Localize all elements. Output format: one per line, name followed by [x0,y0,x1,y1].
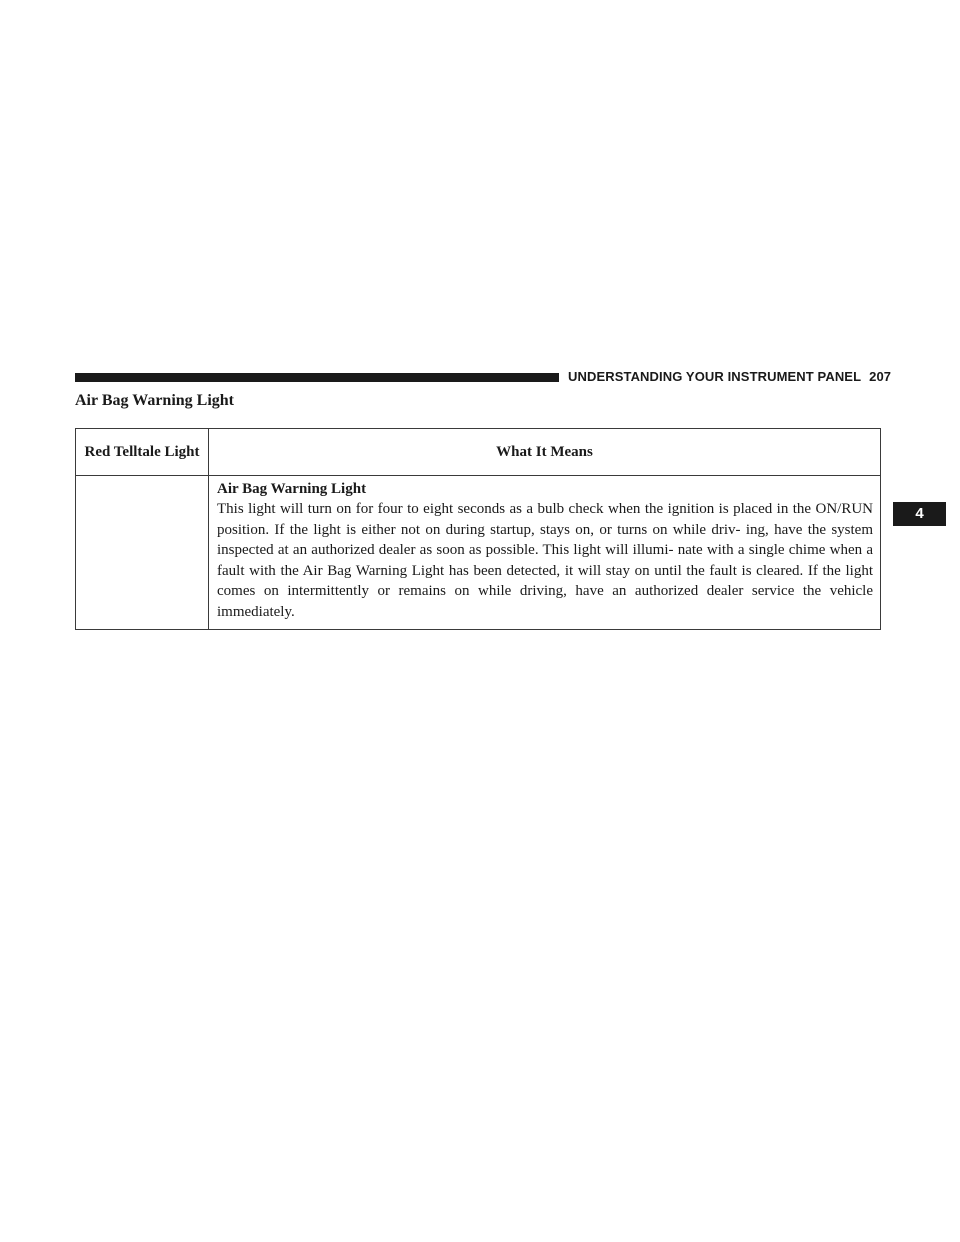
column-header-meaning: What It Means [209,429,881,476]
row-description: This light will turn on for four to eight seconds as a bulb check when the ignition is placed in the ON/RUN position. If the light is either not on during startup, stays on, or turns on while driv- ing, have the system inspected at an authorized dealer as soon as possible. This light will illumi- nate with a single chime when a fault with the Air Bag Warning Light has been detected, it will stay on until the fault is cleared. If the light comes on intermittently or remains on while driving, have an authorized dealer service the vehicle immediately. [217,501,873,620]
page-number: 207 [869,369,892,384]
column-header-light: Red Telltale Light [76,429,209,476]
table-header-row [76,429,881,476]
chapter-tab: 4 [893,502,946,526]
row-title: Air Bag Warning Light [217,481,367,497]
header-section-title: UNDERSTANDING YOUR INSTRUMENT PANEL [568,369,862,384]
telltale-table [75,428,881,630]
running-header [568,369,891,384]
section-title: Air Bag Warning Light [75,392,234,409]
telltale-light-cell [76,476,209,630]
meaning-cell [209,476,881,630]
header-rule [75,373,559,382]
table-row [76,476,881,630]
